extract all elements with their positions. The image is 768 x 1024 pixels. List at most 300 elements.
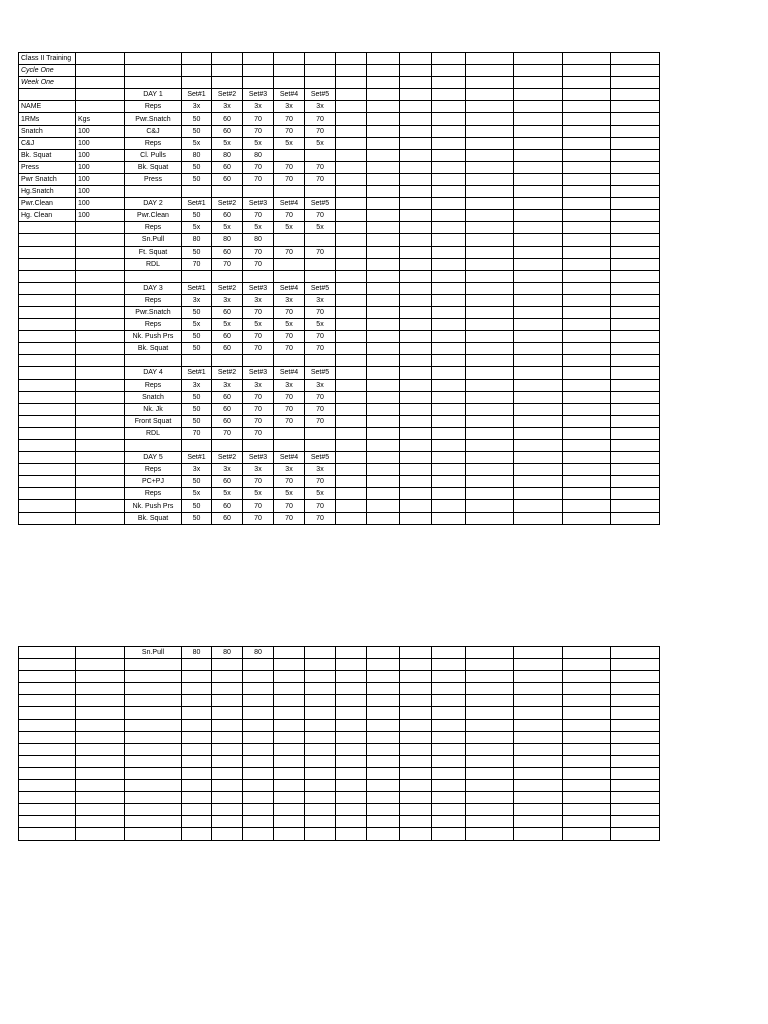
table-cell	[611, 77, 660, 89]
table-cell	[76, 792, 125, 804]
table-row	[19, 222, 660, 234]
table-cell	[611, 671, 660, 683]
table-cell	[563, 294, 611, 306]
table-cell	[76, 403, 125, 415]
table-row	[19, 403, 660, 415]
table-row	[19, 780, 660, 792]
table-cell	[274, 695, 305, 707]
table-cell	[305, 816, 336, 828]
table-cell	[76, 488, 125, 500]
table-cell: Set#4	[274, 282, 305, 294]
table-row	[19, 101, 660, 113]
table-cell	[212, 186, 243, 198]
table-cell: 5x	[305, 137, 336, 149]
table-cell	[336, 367, 367, 379]
table-cell	[432, 246, 466, 258]
table-cell	[336, 343, 367, 355]
table-cell	[243, 659, 274, 671]
table-cell	[76, 816, 125, 828]
table-cell	[336, 331, 367, 343]
table-cell	[400, 403, 432, 415]
table-cell	[563, 464, 611, 476]
table-row	[19, 137, 660, 149]
table-cell	[432, 101, 466, 113]
table-cell: Set#1	[182, 89, 212, 101]
table-cell: Set#4	[274, 198, 305, 210]
table-cell	[19, 464, 76, 476]
table-cell	[76, 306, 125, 318]
table-cell	[367, 101, 400, 113]
table-cell	[336, 282, 367, 294]
table-cell	[182, 659, 212, 671]
table-cell	[514, 683, 563, 695]
table-cell	[367, 671, 400, 683]
table-cell	[563, 161, 611, 173]
table-cell	[367, 804, 400, 816]
table-cell	[305, 355, 336, 367]
table-cell	[563, 331, 611, 343]
table-cell	[19, 671, 76, 683]
table-cell	[400, 659, 432, 671]
table-cell	[432, 415, 466, 427]
table-cell	[400, 683, 432, 695]
table-cell	[514, 464, 563, 476]
table-cell	[367, 294, 400, 306]
table-cell	[212, 828, 243, 840]
table-cell	[611, 695, 660, 707]
table-cell	[400, 731, 432, 743]
table-cell: 60	[212, 210, 243, 222]
table-cell	[563, 780, 611, 792]
table-cell: 5x	[182, 319, 212, 331]
table-cell	[400, 391, 432, 403]
table-cell	[367, 367, 400, 379]
table-cell	[466, 379, 514, 391]
table-cell	[514, 440, 563, 452]
table-cell	[432, 719, 466, 731]
table-cell	[182, 695, 212, 707]
table-cell	[400, 379, 432, 391]
table-cell: Set#5	[305, 452, 336, 464]
table-cell	[432, 464, 466, 476]
table-cell	[563, 707, 611, 719]
table-cell	[76, 828, 125, 840]
table-cell	[432, 319, 466, 331]
table-cell	[367, 743, 400, 755]
table-cell	[466, 343, 514, 355]
table-cell	[563, 719, 611, 731]
table-cell	[432, 282, 466, 294]
table-cell: 80	[212, 647, 243, 659]
table-cell: 60	[212, 512, 243, 524]
table-cell	[400, 355, 432, 367]
table-cell	[611, 415, 660, 427]
table-cell	[432, 198, 466, 210]
table-cell	[182, 780, 212, 792]
table-cell	[563, 671, 611, 683]
table-cell	[125, 65, 182, 77]
table-cell: 70	[305, 210, 336, 222]
table-cell	[76, 343, 125, 355]
table-cell: 70	[274, 403, 305, 415]
table-cell	[336, 125, 367, 137]
table-cell: 5x	[274, 137, 305, 149]
table-cell	[212, 440, 243, 452]
table-cell: 70	[305, 343, 336, 355]
table-cell: 3x	[243, 379, 274, 391]
table-cell	[466, 804, 514, 816]
table-cell	[212, 767, 243, 779]
table-cell	[76, 355, 125, 367]
table-cell	[212, 755, 243, 767]
table-cell	[514, 695, 563, 707]
table-cell	[400, 210, 432, 222]
table-row	[19, 149, 660, 161]
table-cell: 5x	[243, 319, 274, 331]
table-cell	[563, 53, 611, 65]
table-cell: 70	[305, 512, 336, 524]
table-cell	[514, 488, 563, 500]
table-cell	[182, 186, 212, 198]
table-cell: Set#3	[243, 198, 274, 210]
table-cell: Set#3	[243, 89, 274, 101]
table-cell: 80	[212, 234, 243, 246]
table-cell	[76, 379, 125, 391]
table-cell: 70	[274, 500, 305, 512]
table-cell	[514, 101, 563, 113]
table-cell	[19, 355, 76, 367]
table-cell	[432, 270, 466, 282]
table-cell	[274, 427, 305, 439]
table-cell: 70	[305, 173, 336, 185]
table-cell: 60	[212, 343, 243, 355]
table-cell	[76, 512, 125, 524]
table-cell	[466, 173, 514, 185]
table-cell: Ft. Squat	[125, 246, 182, 258]
table-row	[19, 53, 660, 65]
table-cell	[367, 89, 400, 101]
table-cell	[563, 101, 611, 113]
table-cell	[400, 137, 432, 149]
table-cell: Nk. Jk	[125, 403, 182, 415]
table-cell	[432, 731, 466, 743]
table-cell	[76, 282, 125, 294]
table-cell	[243, 53, 274, 65]
continuation-table	[18, 646, 660, 841]
table-cell: 100	[76, 173, 125, 185]
table-cell	[432, 403, 466, 415]
table-cell	[336, 101, 367, 113]
table-cell	[125, 683, 182, 695]
table-cell	[274, 780, 305, 792]
table-cell	[182, 53, 212, 65]
table-row	[19, 683, 660, 695]
table-cell: 5x	[305, 222, 336, 234]
table-cell	[336, 173, 367, 185]
table-cell	[19, 695, 76, 707]
table-cell	[76, 743, 125, 755]
table-cell	[76, 319, 125, 331]
table-cell: 70	[305, 500, 336, 512]
table-cell	[432, 89, 466, 101]
table-cell	[19, 222, 76, 234]
table-cell	[182, 816, 212, 828]
table-cell	[367, 270, 400, 282]
table-cell: Set#3	[243, 452, 274, 464]
table-cell	[466, 198, 514, 210]
table-cell: 5x	[212, 488, 243, 500]
table-cell	[19, 512, 76, 524]
table-cell	[514, 731, 563, 743]
table-cell	[432, 659, 466, 671]
table-cell	[182, 755, 212, 767]
table-cell	[514, 198, 563, 210]
table-cell: 3x	[182, 464, 212, 476]
table-row	[19, 379, 660, 391]
table-cell: RDL	[125, 258, 182, 270]
table-cell	[466, 234, 514, 246]
table-cell	[182, 440, 212, 452]
table-cell	[400, 767, 432, 779]
table-cell	[432, 647, 466, 659]
table-cell	[336, 792, 367, 804]
table-cell	[336, 743, 367, 755]
table-cell	[19, 306, 76, 318]
table-cell	[367, 403, 400, 415]
table-cell: 100	[76, 186, 125, 198]
table-cell	[514, 476, 563, 488]
table-cell	[432, 452, 466, 464]
table-cell	[19, 331, 76, 343]
table-cell	[305, 427, 336, 439]
table-cell	[336, 403, 367, 415]
table-cell: 3x	[274, 294, 305, 306]
table-cell	[305, 659, 336, 671]
table-cell	[305, 731, 336, 743]
table-cell: 80	[182, 149, 212, 161]
table-cell	[563, 804, 611, 816]
table-cell	[336, 246, 367, 258]
table-cell	[182, 719, 212, 731]
table-cell	[400, 500, 432, 512]
table-cell	[76, 270, 125, 282]
table-cell	[336, 488, 367, 500]
table-cell	[336, 755, 367, 767]
table-cell: 70	[243, 246, 274, 258]
table-cell	[182, 683, 212, 695]
table-cell: 70	[305, 306, 336, 318]
table-cell	[76, 659, 125, 671]
table-cell	[125, 731, 182, 743]
table-cell: 70	[305, 391, 336, 403]
table-cell: 70	[274, 113, 305, 125]
table-cell: Class II Training	[19, 53, 76, 65]
table-cell: Front Squat	[125, 415, 182, 427]
table-cell: Set#2	[212, 452, 243, 464]
table-cell	[305, 780, 336, 792]
table-cell	[466, 270, 514, 282]
table-cell	[19, 89, 76, 101]
table-cell	[305, 695, 336, 707]
table-cell: 3x	[274, 464, 305, 476]
table-cell	[432, 113, 466, 125]
table-cell	[125, 767, 182, 779]
table-cell	[212, 671, 243, 683]
table-cell	[432, 707, 466, 719]
table-cell	[563, 319, 611, 331]
table-cell	[514, 125, 563, 137]
table-cell: Set#3	[243, 367, 274, 379]
table-cell	[432, 125, 466, 137]
table-cell: DAY 4	[125, 367, 182, 379]
table-cell	[432, 306, 466, 318]
table-cell	[336, 379, 367, 391]
table-cell	[274, 804, 305, 816]
table-cell	[432, 210, 466, 222]
table-cell: 3x	[305, 294, 336, 306]
table-cell	[243, 804, 274, 816]
table-cell	[514, 89, 563, 101]
table-cell	[336, 707, 367, 719]
table-cell	[466, 500, 514, 512]
table-cell	[611, 198, 660, 210]
table-cell	[400, 743, 432, 755]
table-cell	[243, 355, 274, 367]
table-cell: 70	[243, 210, 274, 222]
table-cell	[514, 306, 563, 318]
table-cell: Pwr Snatch	[19, 173, 76, 185]
table-cell	[514, 816, 563, 828]
table-cell: 70	[243, 125, 274, 137]
table-cell	[514, 258, 563, 270]
table-cell	[514, 743, 563, 755]
table-cell	[274, 270, 305, 282]
table-cell: 5x	[182, 137, 212, 149]
table-cell	[125, 671, 182, 683]
table-cell	[336, 647, 367, 659]
table-cell	[514, 767, 563, 779]
table-cell	[336, 816, 367, 828]
table-cell	[274, 792, 305, 804]
table-cell	[76, 695, 125, 707]
table-cell	[563, 246, 611, 258]
table-cell	[367, 222, 400, 234]
table-cell	[563, 427, 611, 439]
table-cell	[514, 65, 563, 77]
table-cell	[611, 258, 660, 270]
table-cell: 60	[212, 415, 243, 427]
table-cell	[514, 113, 563, 125]
table-cell: 3x	[305, 101, 336, 113]
table-cell	[212, 707, 243, 719]
table-cell	[336, 731, 367, 743]
table-cell	[611, 331, 660, 343]
table-cell	[19, 780, 76, 792]
table-cell: 80	[182, 647, 212, 659]
table-cell	[466, 258, 514, 270]
table-cell	[514, 755, 563, 767]
table-cell	[432, 683, 466, 695]
table-cell	[336, 804, 367, 816]
table-cell	[563, 683, 611, 695]
table-cell	[611, 306, 660, 318]
table-row	[19, 125, 660, 137]
table-cell	[367, 780, 400, 792]
table-cell	[514, 792, 563, 804]
table-row	[19, 743, 660, 755]
table-cell	[367, 355, 400, 367]
table-cell	[274, 683, 305, 695]
table-cell	[432, 222, 466, 234]
table-cell	[563, 476, 611, 488]
table-cell: Nk. Push Prs	[125, 331, 182, 343]
table-cell	[243, 671, 274, 683]
table-cell	[400, 755, 432, 767]
table-cell	[611, 488, 660, 500]
table-cell: 3x	[305, 379, 336, 391]
table-cell	[367, 647, 400, 659]
table-cell	[466, 319, 514, 331]
table-row	[19, 234, 660, 246]
table-cell: 3x	[274, 379, 305, 391]
table-cell	[212, 65, 243, 77]
table-cell	[367, 65, 400, 77]
table-cell	[514, 427, 563, 439]
table-cell	[367, 391, 400, 403]
table-row	[19, 452, 660, 464]
table-cell	[274, 659, 305, 671]
table-cell	[125, 743, 182, 755]
table-cell	[76, 101, 125, 113]
table-cell	[611, 149, 660, 161]
table-cell	[611, 125, 660, 137]
table-cell	[400, 319, 432, 331]
table-cell	[212, 77, 243, 89]
table-cell: 50	[182, 246, 212, 258]
table-cell	[466, 671, 514, 683]
table-cell	[336, 89, 367, 101]
table-cell	[466, 512, 514, 524]
table-cell	[336, 512, 367, 524]
table-cell	[563, 222, 611, 234]
table-cell	[466, 743, 514, 755]
table-cell	[611, 500, 660, 512]
table-cell	[76, 234, 125, 246]
table-cell	[611, 234, 660, 246]
table-cell	[611, 683, 660, 695]
table-cell: 100	[76, 125, 125, 137]
table-cell	[243, 440, 274, 452]
table-cell	[400, 101, 432, 113]
table-cell	[563, 659, 611, 671]
table-cell	[432, 792, 466, 804]
table-cell	[432, 816, 466, 828]
table-cell	[367, 659, 400, 671]
table-cell: 5x	[274, 488, 305, 500]
table-cell	[563, 415, 611, 427]
table-row	[19, 210, 660, 222]
table-cell	[466, 53, 514, 65]
table-cell	[611, 89, 660, 101]
table-cell	[400, 77, 432, 89]
table-cell: 80	[243, 647, 274, 659]
table-cell	[466, 427, 514, 439]
table-cell: 70	[243, 331, 274, 343]
table-cell	[466, 65, 514, 77]
table-cell	[336, 464, 367, 476]
table-row	[19, 355, 660, 367]
table-cell	[400, 719, 432, 731]
